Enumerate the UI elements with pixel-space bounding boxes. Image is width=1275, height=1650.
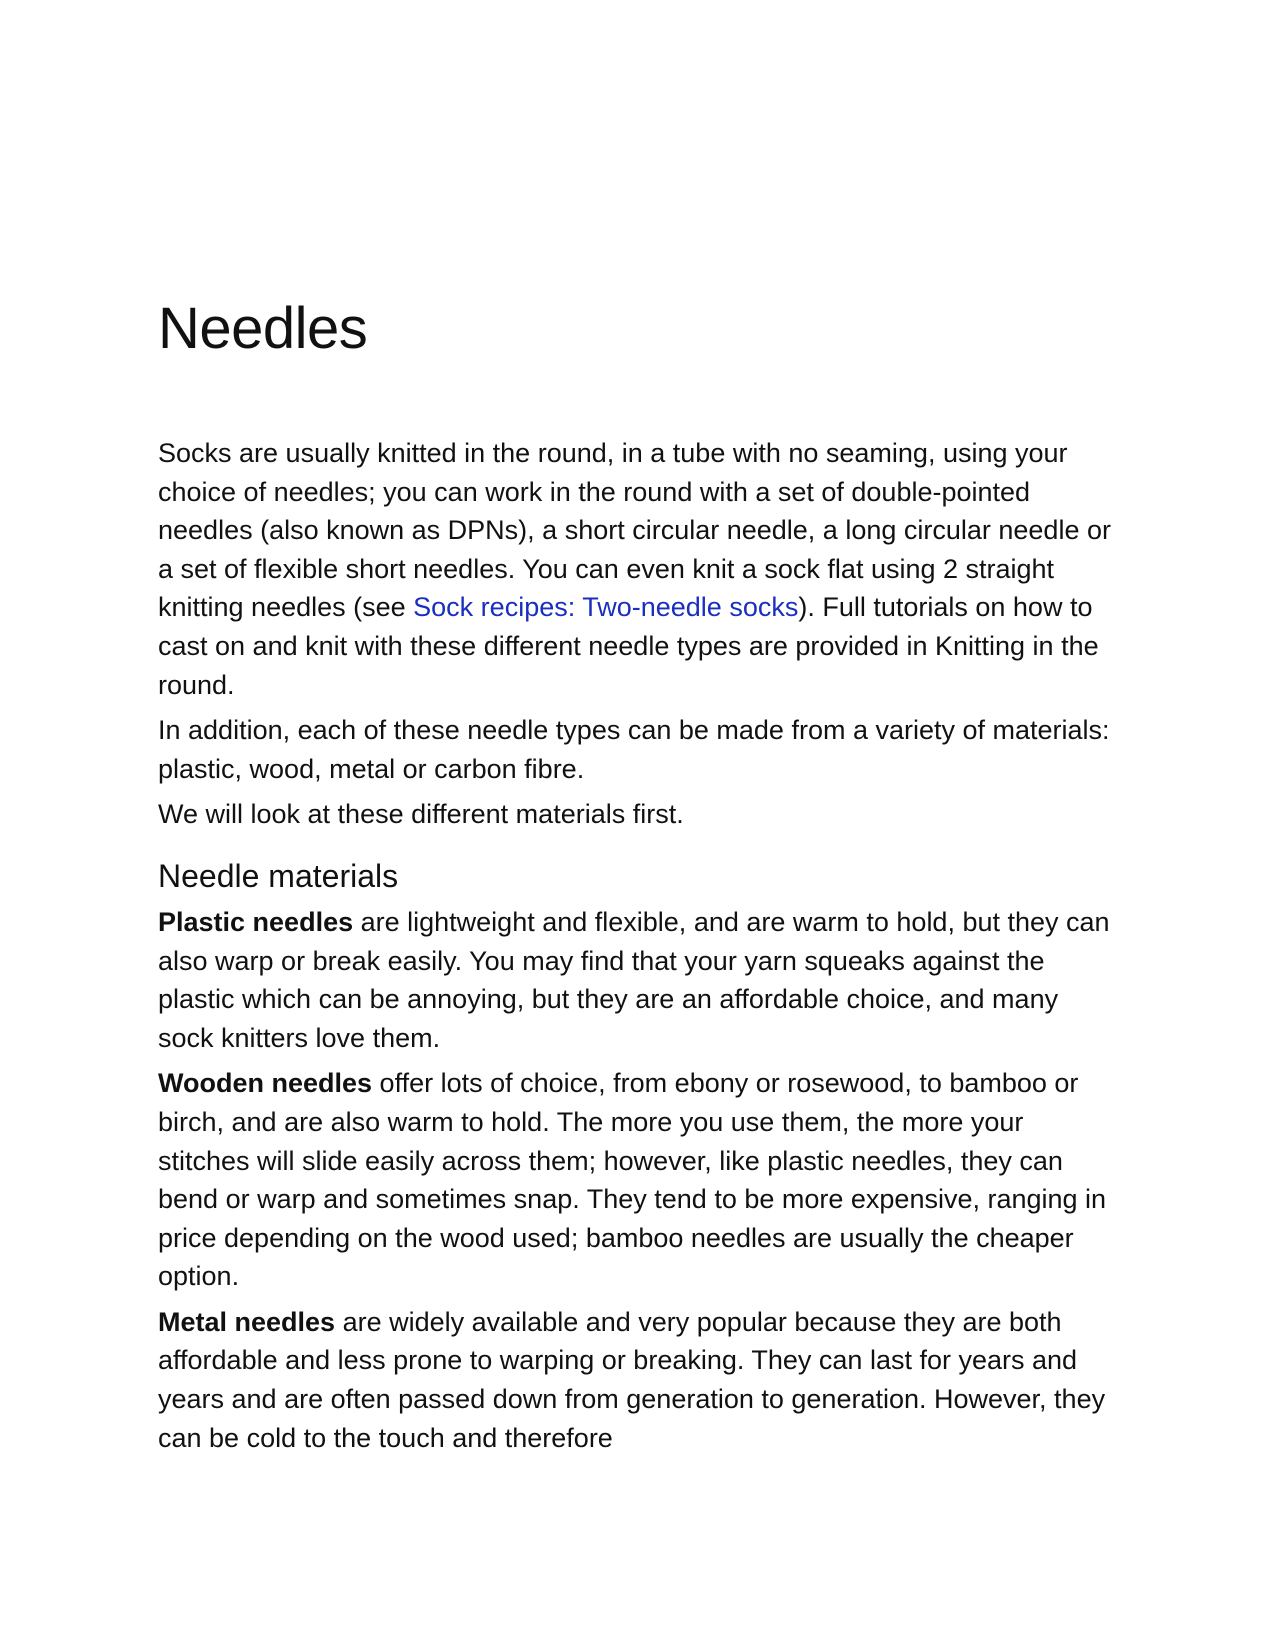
intro-paragraph-3: We will look at these different materials first.: [158, 799, 684, 830]
wooden-text: offer lots of choice, from ebony or rosewood, to bamboo or birch, and are also warm to hold. The more you use them, the more your stitches will slide easily across them; however, like plastic needles, they can bend or warp and sometimes snap. They tend to be more expensive, ranging in price depending on the wood used; bamboo needles are usually the cheaper option.: [158, 1068, 1107, 1292]
document-page: [158, 296, 1118, 1464]
intro-text-before-link: Socks are usually knitted in the round, in a tube with no seaming, using your choice of needles; you can work in the round with a set of double-pointed needles (also known as DPNs), a short circular needle, a long circular needle or a set of flexible short needles. You can even knit a sock flat using 2 straight knitting needles (see: [158, 438, 1111, 623]
plastic-term: Plastic needles: [158, 906, 354, 937]
plastic-text: are lightweight and flexible, and are warm to hold, but they can also warp or break easily. You may find that your yarn squeaks against the plastic which can be annoying, but they are an affordable choice, and many sock knitters love them.: [158, 906, 1110, 1053]
metal-term: Metal needles: [158, 1306, 336, 1337]
intro-text-after-link: ). Full tutorials on how to cast on and knit with these different needle types are provided in Knitting in the round.: [158, 592, 1099, 700]
plastic-paragraph: [158, 903, 1118, 1057]
metal-text: are widely available and very popular because they are both affordable and less prone to warping or breaking. They can last for years and years and are often passed down from generation to generation. However, they can be cold to the touch and therefore: [158, 1306, 1106, 1453]
wooden-term: Wooden needles: [158, 1068, 373, 1099]
metal-paragraph: [158, 1303, 1118, 1457]
page-title: Needles: [158, 296, 368, 361]
wooden-paragraph: [158, 1064, 1118, 1296]
sock-recipes-link[interactable]: Sock recipes: Two-needle socks: [413, 592, 799, 623]
intro-paragraph-2: In addition, each of these needle types can be made from a variety of materials: plastic, wood, metal or carbon fibre.: [158, 715, 1110, 784]
section-heading-materials: Needle materials: [158, 857, 399, 894]
intro-paragraph-1: [158, 434, 1118, 704]
